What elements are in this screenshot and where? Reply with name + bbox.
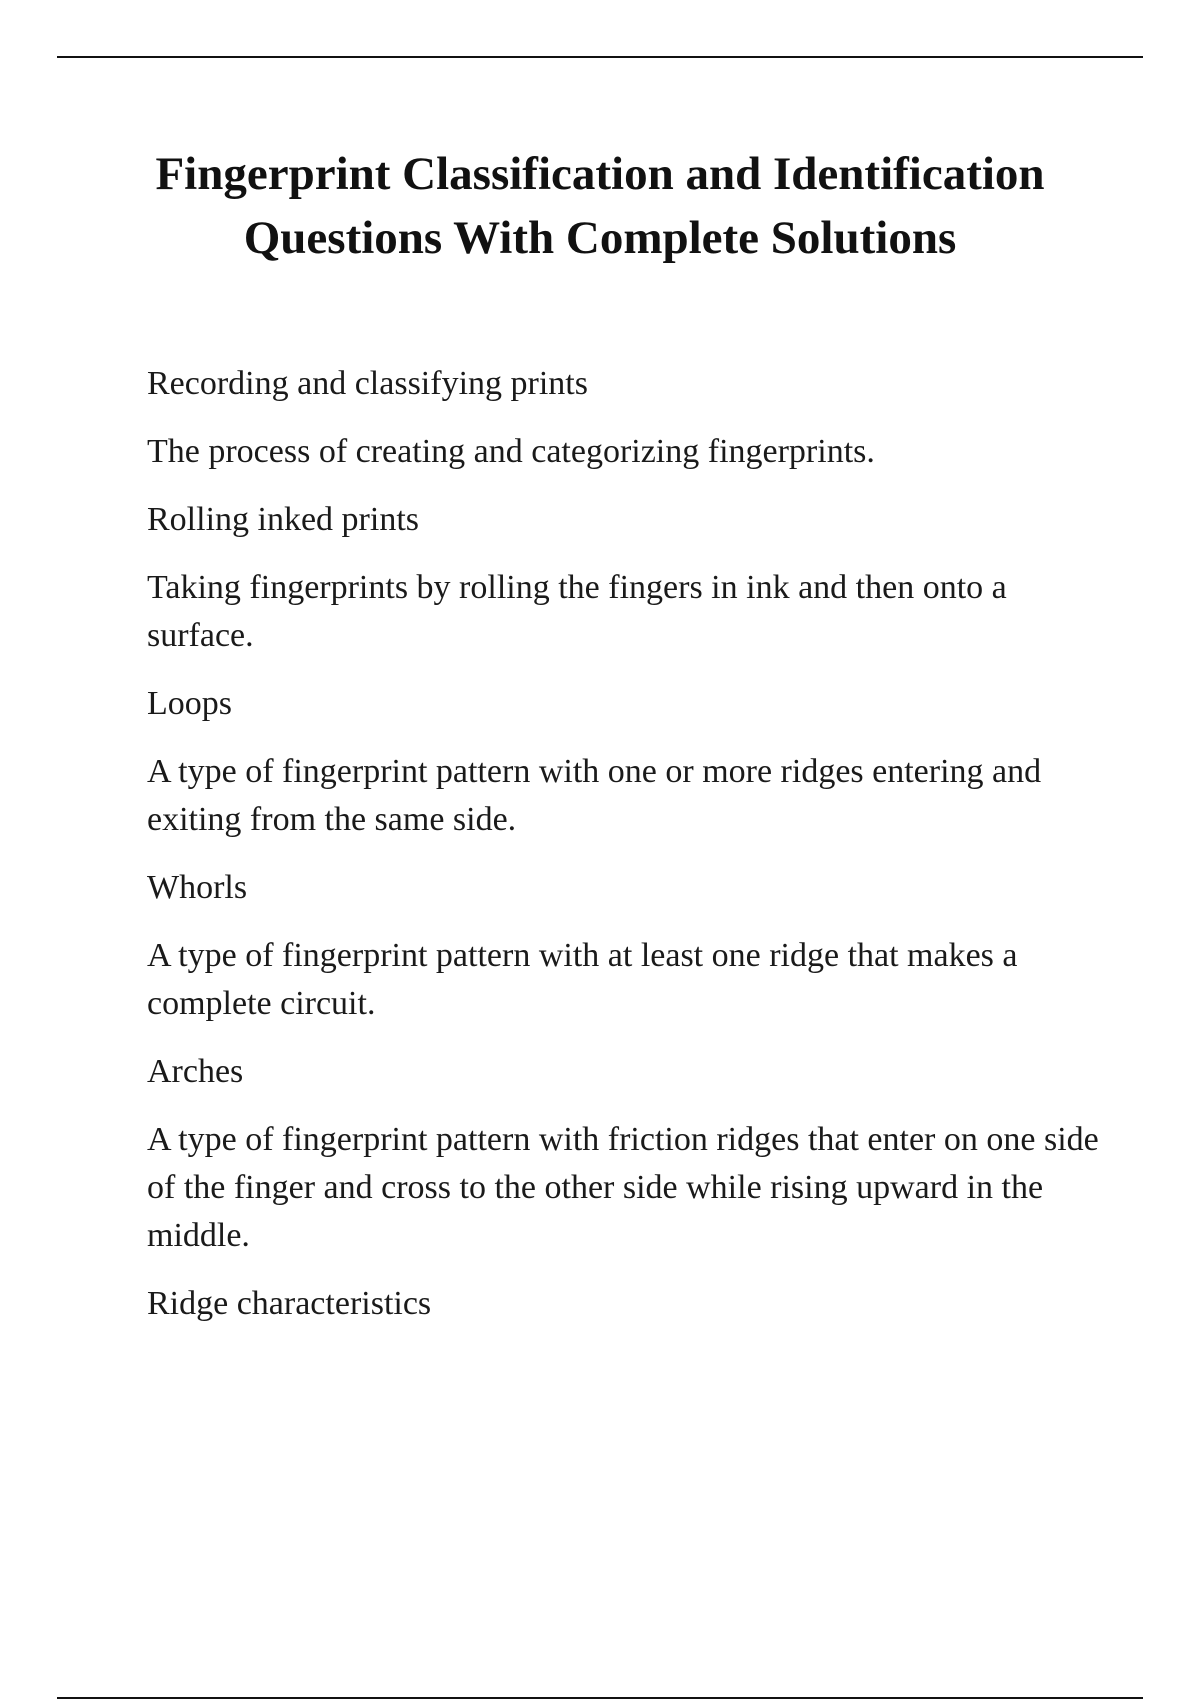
answer-definition: A type of fingerprint pattern with one or more ridges entering and exiting from the same side. xyxy=(147,753,1042,838)
answer-definition: A type of fingerprint pattern with at least one ridge that makes a complete circuit. xyxy=(147,937,1018,1022)
question-term: Ridge characteristics xyxy=(147,1285,432,1322)
answer-definition: The process of creating and categorizing fingerprints. xyxy=(147,433,875,470)
bottom-divider xyxy=(57,1697,1143,1699)
answer-definition: Taking fingerprints by rolling the fingers in ink and then onto a surface. xyxy=(147,569,1007,654)
page-title xyxy=(100,142,1100,270)
page-title-line-1: Fingerprint Classification and Identification xyxy=(155,148,1045,200)
question-term: Arches xyxy=(147,1053,244,1090)
qa-list xyxy=(147,360,1107,1348)
question-term: Rolling inked prints xyxy=(147,501,419,538)
question-term: Loops xyxy=(147,685,232,722)
question-term: Whorls xyxy=(147,869,248,906)
page-title-line-2: Questions With Complete Solutions xyxy=(243,212,957,264)
answer-definition: A type of fingerprint pattern with friction ridges that enter on one side of the finger and cross to the other side while rising upward in the middle. xyxy=(147,1121,1099,1254)
top-divider xyxy=(57,56,1143,58)
question-term: Recording and classifying prints xyxy=(147,365,588,402)
